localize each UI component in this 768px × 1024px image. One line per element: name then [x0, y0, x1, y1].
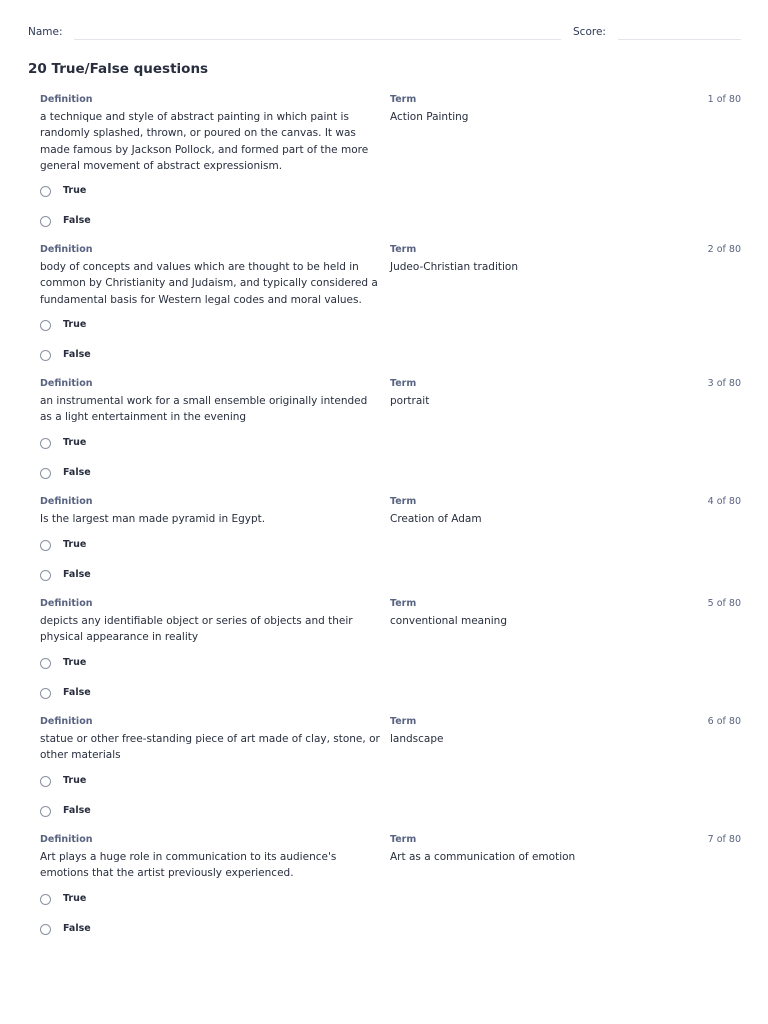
- question-counter: 2 of 80: [707, 244, 741, 255]
- radio-button[interactable]: [40, 894, 51, 905]
- true-option[interactable]: [40, 892, 160, 906]
- false-option[interactable]: [40, 348, 160, 362]
- definition-text: Art plays a huge role in communication to its audience's emotions that the artist previously experienced.: [40, 851, 337, 880]
- definition-text: statue or other free-standing piece of art made of clay, stone, or other materials: [40, 733, 380, 762]
- term-label: Term: [390, 716, 417, 727]
- radio-button[interactable]: [40, 776, 51, 787]
- true-option[interactable]: [40, 318, 160, 332]
- term-text: conventional meaning: [390, 615, 507, 627]
- score-label: Score:: [573, 26, 606, 38]
- radio-button[interactable]: [40, 216, 51, 227]
- term-text: landscape: [390, 733, 444, 745]
- false-option[interactable]: [40, 686, 160, 700]
- radio-button[interactable]: [40, 186, 51, 197]
- false-option[interactable]: [40, 922, 160, 936]
- section-title: 20 True/False questions: [28, 61, 209, 77]
- false-option-label: False: [63, 467, 91, 478]
- false-option-label: False: [63, 569, 91, 580]
- radio-button[interactable]: [40, 468, 51, 479]
- true-option[interactable]: [40, 436, 160, 450]
- definition-label: Definition: [40, 244, 93, 255]
- false-option[interactable]: [40, 466, 160, 480]
- radio-button[interactable]: [40, 806, 51, 817]
- term-label: Term: [390, 94, 417, 105]
- question-counter: 4 of 80: [707, 496, 741, 507]
- question-item: [40, 496, 741, 584]
- false-option-label: False: [63, 215, 91, 226]
- true-option[interactable]: [40, 774, 160, 788]
- term-label: Term: [390, 598, 417, 609]
- question-counter: 1 of 80: [707, 94, 741, 105]
- radio-button[interactable]: [40, 570, 51, 581]
- definition-label: Definition: [40, 496, 93, 507]
- radio-button[interactable]: [40, 320, 51, 331]
- question-counter: 5 of 80: [707, 598, 741, 609]
- term-text: portrait: [390, 395, 430, 407]
- true-option-label: True: [63, 185, 87, 196]
- true-option-label: True: [63, 539, 87, 550]
- term-label: Term: [390, 834, 417, 845]
- question-item: [40, 598, 741, 702]
- question-item: [40, 716, 741, 820]
- true-option-label: True: [63, 893, 87, 904]
- term-text: Creation of Adam: [390, 513, 482, 525]
- term-text: Action Painting: [390, 111, 469, 123]
- false-option[interactable]: [40, 568, 160, 582]
- true-option-label: True: [63, 319, 87, 330]
- true-option[interactable]: [40, 656, 160, 670]
- true-option[interactable]: [40, 538, 160, 552]
- true-option-label: True: [63, 775, 87, 786]
- term-text: Art as a communication of emotion: [390, 851, 576, 863]
- false-option[interactable]: [40, 804, 160, 818]
- true-option[interactable]: [40, 184, 160, 198]
- definition-text: an instrumental work for a small ensemble originally intended as a light entertainment in the evening: [40, 395, 368, 424]
- term-text: Judeo-Christian tradition: [390, 261, 518, 273]
- question-counter: 6 of 80: [707, 716, 741, 727]
- term-label: Term: [390, 244, 417, 255]
- radio-button[interactable]: [40, 688, 51, 699]
- definition-text: a technique and style of abstract painting in which paint is randomly splashed, thrown, or poured on the canvas. It was made famous by Jackson Pollock, and formed part of the more general movement of abstract expressionism.: [40, 111, 369, 172]
- question-item: [40, 834, 741, 938]
- radio-button[interactable]: [40, 924, 51, 935]
- false-option-label: False: [63, 923, 91, 934]
- definition-text: Is the largest man made pyramid in Egypt.: [40, 513, 266, 525]
- false-option-label: False: [63, 349, 91, 360]
- name-label: Name:: [28, 26, 63, 38]
- question-item: [40, 244, 741, 366]
- name-field-line[interactable]: [74, 39, 561, 40]
- definition-label: Definition: [40, 378, 93, 389]
- radio-button[interactable]: [40, 438, 51, 449]
- definition-label: Definition: [40, 834, 93, 845]
- true-option-label: True: [63, 657, 87, 668]
- definition-label: Definition: [40, 94, 93, 105]
- score-field-line[interactable]: [618, 39, 741, 40]
- worksheet-header: [28, 24, 741, 42]
- question-counter: 7 of 80: [707, 834, 741, 845]
- false-option-label: False: [63, 805, 91, 816]
- radio-button[interactable]: [40, 540, 51, 551]
- true-option-label: True: [63, 437, 87, 448]
- question-item: [40, 94, 741, 234]
- false-option[interactable]: [40, 214, 160, 228]
- definition-label: Definition: [40, 598, 93, 609]
- radio-button[interactable]: [40, 350, 51, 361]
- term-label: Term: [390, 378, 417, 389]
- definition-label: Definition: [40, 716, 93, 727]
- term-label: Term: [390, 496, 417, 507]
- definition-text: body of concepts and values which are thought to be held in common by Christianity and Judaism, and typically considered a fundamental basis for Western legal codes and moral values.: [40, 261, 378, 306]
- radio-button[interactable]: [40, 658, 51, 669]
- false-option-label: False: [63, 687, 91, 698]
- definition-text: depicts any identifiable object or series of objects and their physical appearance in reality: [40, 615, 353, 644]
- question-item: [40, 378, 741, 482]
- question-counter: 3 of 80: [707, 378, 741, 389]
